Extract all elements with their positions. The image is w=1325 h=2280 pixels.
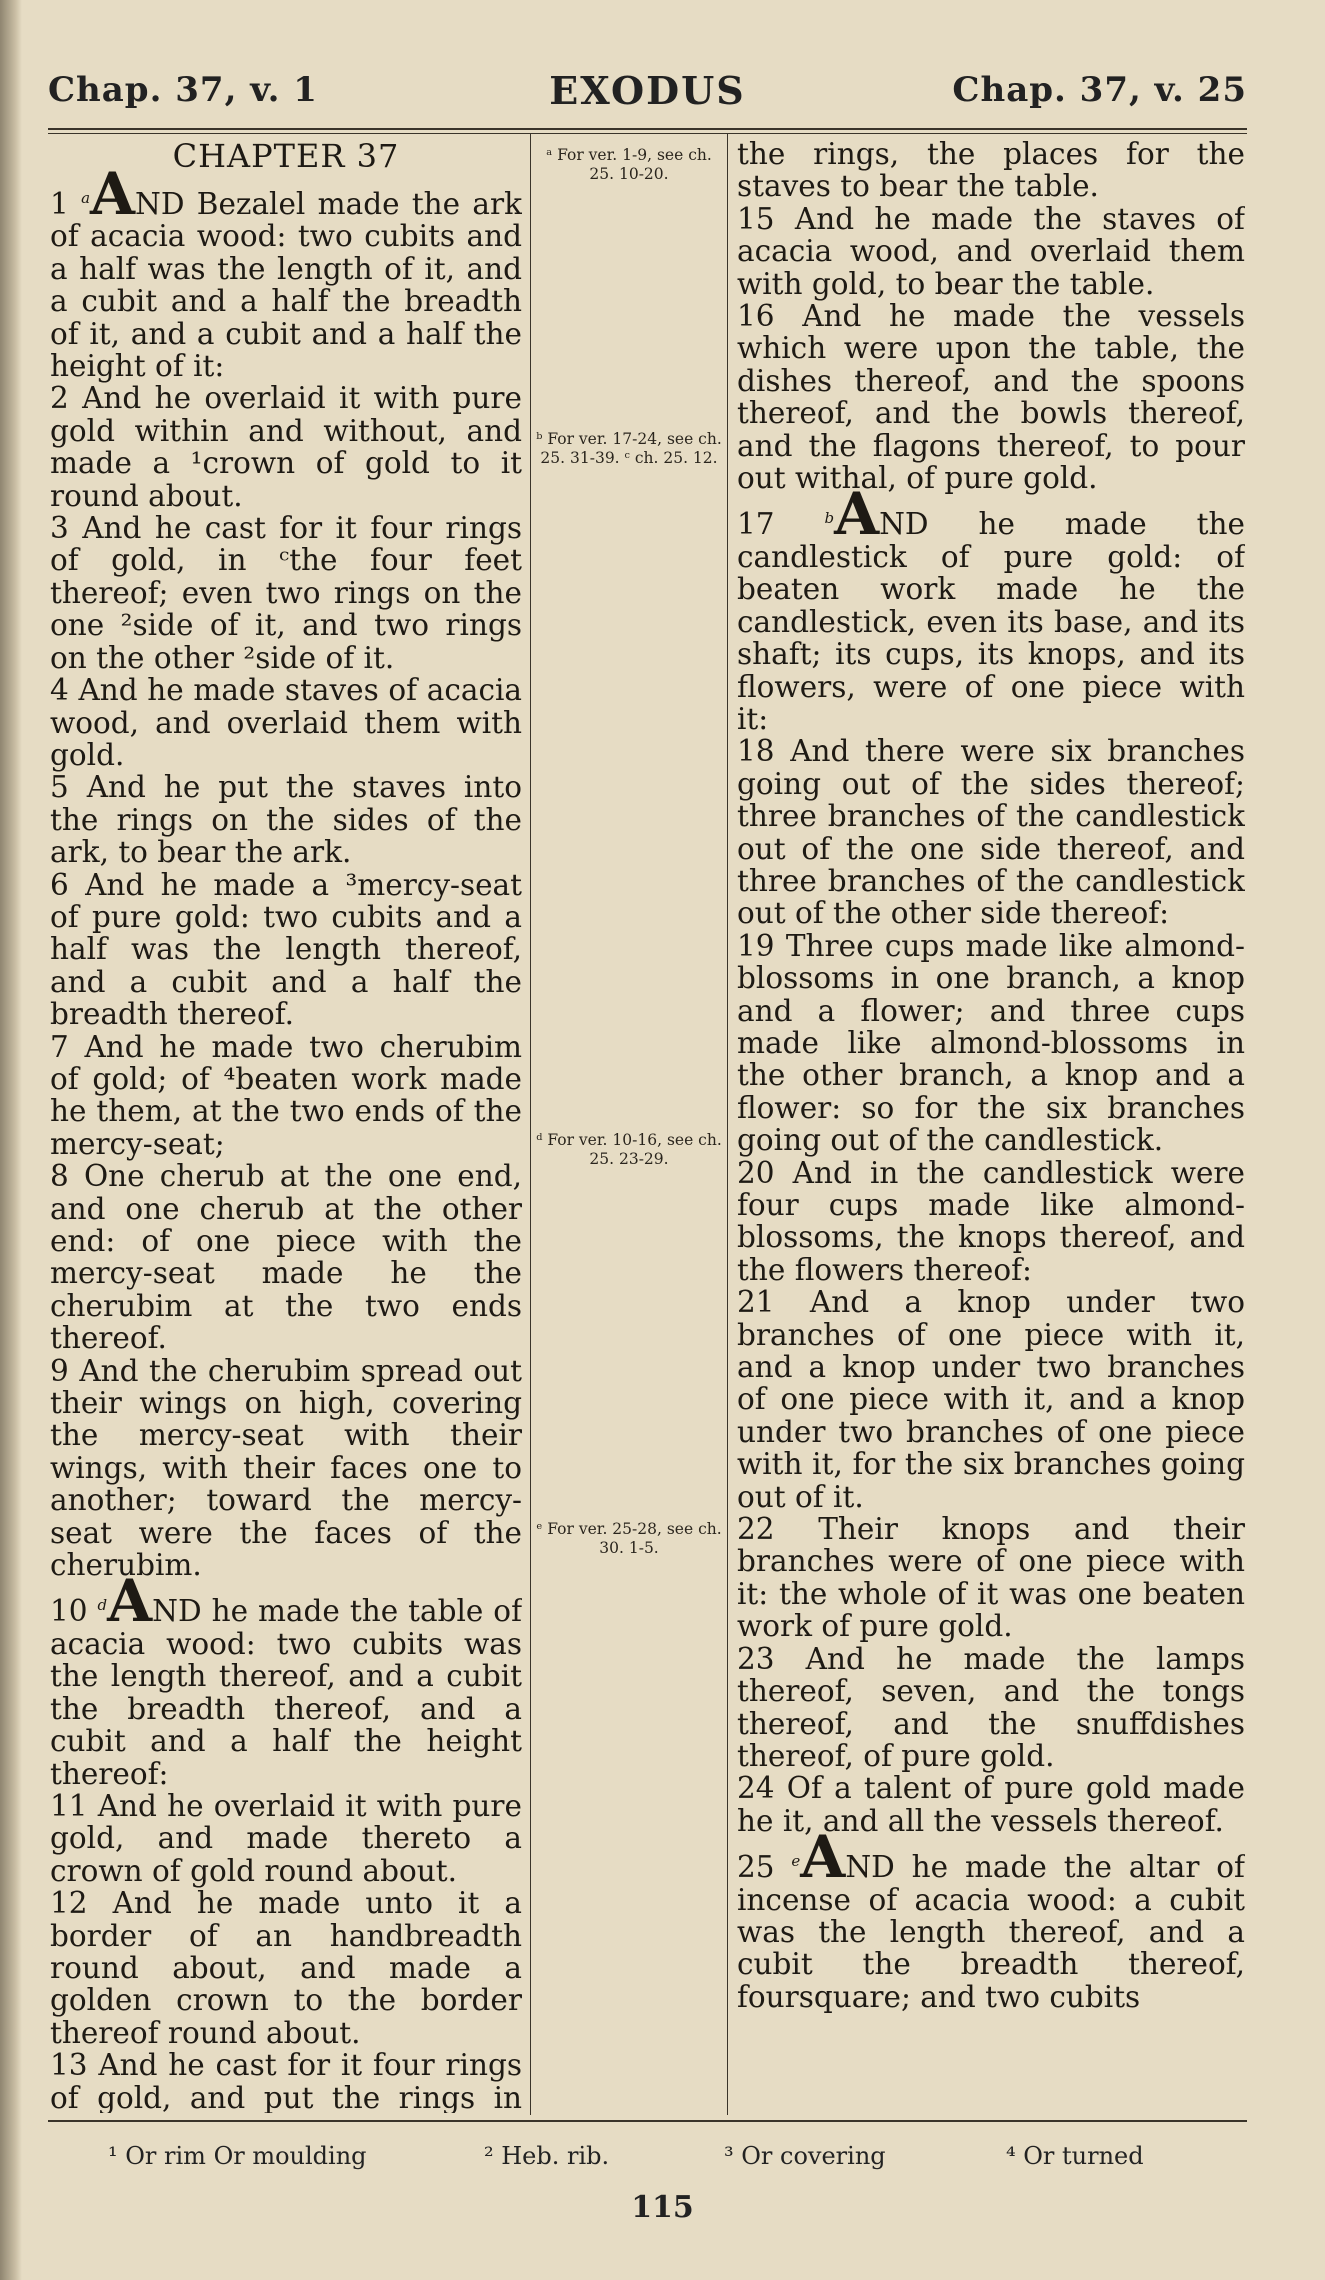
verse-text: And he made the staves of acacia wood, and overlaid them with gold, to bear the table.: [737, 201, 1245, 301]
verse-number: 19: [737, 928, 775, 963]
verse-number: 6: [50, 867, 69, 902]
verse-number: 1: [50, 187, 69, 221]
verse: [50, 674, 522, 771]
verse-text: And there were six branches going out of the sides thereof; three branches of the candlestick out of the one side thereof, and three branches of the candlestick out of the other side thereof:: [737, 734, 1245, 931]
header-right: Chap. 37, v. 25: [952, 70, 1247, 110]
verse: [737, 203, 1245, 300]
verse-text: ND he made the candlestick of pure gold: of beaten work made he the candlestick, even its base, and its shaft; its cups, its knops, and its flowers, were of one piece with it:: [737, 507, 1245, 736]
verse-text: And he made the lamps thereof, seven, and the tongs thereof, and the snuffdishes thereof, of pure gold.: [737, 1641, 1245, 1773]
verse: [737, 735, 1245, 929]
footnotes: [48, 2142, 1247, 2178]
header-rule: [48, 128, 1247, 130]
verse-number: 13: [50, 2048, 88, 2083]
verse-text: And he made staves of acacia wood, and overlaid them with gold.: [50, 673, 522, 772]
footnote: ² Heb. rib.: [484, 2142, 610, 2170]
column-divider-left: [530, 133, 531, 2115]
verse-text: And he cast for it four rings of gold, in ᶜthe four feet thereof; even two rings on the one ²side of it, and two rings on the other ²side of it.: [50, 511, 522, 675]
drop-cap: A: [834, 480, 880, 549]
verse-number: 16: [737, 299, 775, 334]
verse: [737, 1286, 1245, 1513]
verse: [737, 1823, 1245, 2014]
footnote: ⁴ Or turned: [1006, 2142, 1144, 2170]
verse-text: Their knops and their branches were of one piece with it: the whole of it was one beaten work of pure gold.: [737, 1512, 1245, 1644]
drop-cap: A: [800, 1823, 846, 1892]
verse-number: 4: [50, 673, 69, 708]
verse-number: 17: [737, 507, 775, 542]
verse: [50, 1887, 522, 2049]
verse-number: 21: [737, 1285, 775, 1320]
verse-text: Three cups made like almond-blossoms in one branch, a knop and a flower; and three cups made like almond-blossoms in the other branch, a knop and a flower: so for the six branches going out of the candlestick.: [737, 928, 1245, 1158]
footnote: ¹ Or rim Or moulding: [108, 2142, 367, 2170]
column-divider-right: [727, 133, 728, 2115]
cross-reference-mark: b: [824, 509, 835, 528]
page-number: 115: [631, 2190, 694, 2225]
verse-text: And the cherubim spread out their wings on high, covering the mercy-seat with their wings, with their faces one to another; toward the mercy-seat were the faces of the cherubim.: [50, 1353, 522, 1583]
verse-text: And he put the staves into the rings on the sides of the ark, to bear the ark.: [50, 770, 522, 870]
verse-number: 2: [50, 381, 69, 416]
header-book-title: EXODUS: [549, 68, 746, 113]
margin-note: ᵉ For ver. 25-28, see ch. 30. 1-5.: [536, 1520, 722, 1557]
verse-number: 22: [737, 1512, 775, 1547]
verse-text: One cherub at the one end, and one cherub at the other end: of one piece with the mercy-seat made he the cherubim at the two ends thereof.: [50, 1159, 522, 1356]
margin-note: ᵃ For ver. 1-9, see ch. 25. 10-20.: [546, 146, 712, 183]
verse-number: 11: [50, 1788, 88, 1823]
verse: [50, 771, 522, 868]
verse: [50, 160, 522, 384]
margin-note: ᵇ For ver. 17-24, see ch. 25. 31-39. ᶜ ch. 25. 12.: [536, 430, 722, 467]
verse-number: 15: [737, 201, 775, 236]
verse-number: 9: [50, 1353, 69, 1388]
text-column-right: [737, 138, 1245, 2113]
verse: [737, 1643, 1245, 1773]
verse-number: 8: [50, 1159, 69, 1194]
verse: [50, 869, 522, 1031]
verse: [50, 1031, 522, 1161]
verse-text: And he made unto it a border of an handbreadth round about, and made a golden crown to the border thereof round about.: [50, 1886, 522, 2050]
verse: [50, 382, 522, 512]
verse-number: 12: [50, 1886, 88, 1921]
verse-number: 5: [50, 770, 69, 805]
verse-text: And he made two cherubim of gold; of ⁴beaten work made he them, at the two ends of the mercy-seat;: [50, 1029, 522, 1161]
verse-number: 25: [737, 1850, 775, 1885]
verse-number: 3: [50, 511, 69, 546]
drop-cap: A: [107, 1567, 153, 1636]
margin-references: [536, 138, 722, 2113]
verse-text: ND he made the altar of incense of acacia wood: a cubit was the length thereof, and a cubit the breadth thereof, foursquare; and two cubits: [737, 1850, 1245, 2014]
verse-number: 23: [737, 1641, 775, 1676]
verse: [50, 1160, 522, 1354]
verse-text: ND he made the table of acacia wood: two cubits was the length thereof, and a cubit the breadth thereof, and a cubit and a half the height thereof:: [50, 1594, 522, 1791]
verse-text: ND Bezalel made the ark of acacia wood: two cubits and a half was the length of it, and a cubit and a half the breadth of it, and a cubit and a half the height of it:: [50, 187, 522, 384]
chapter-title: CHAPTER 37: [172, 138, 400, 175]
verse-text: And he overlaid it with pure gold within and without, and made a ¹crown of gold to it round about.: [50, 381, 522, 513]
book-spine-shadow: [0, 0, 22, 2280]
verse: [737, 480, 1245, 736]
running-header: [48, 64, 1247, 124]
cross-reference-mark: e: [791, 1852, 801, 1871]
verse-number: 7: [50, 1029, 69, 1064]
header-rule-thin: [48, 133, 1247, 134]
text-column-left: [50, 138, 522, 2113]
verse: [737, 1157, 1245, 1287]
verse-number: 20: [737, 1155, 775, 1190]
verse-text: And in the candlestick were four cups made like almond-blossoms, the knops thereof, and the flowers thereof:: [737, 1155, 1245, 1287]
verse: [737, 1513, 1245, 1643]
margin-note: ᵈ For ver. 10-16, see ch. 25. 23-29.: [536, 1131, 722, 1168]
verse: [737, 138, 1245, 203]
verse-text: And a knop under two branches of one piece with it, and a knop under two branches of one piece with it, and a knop under two branches of one piece with it, for the six branches going out of it.: [737, 1285, 1245, 1514]
verse-text: Of a talent of pure gold made he it, and all the vessels thereof.: [737, 1771, 1245, 1838]
verse-text: the rings, the places for the staves to bear the table.: [737, 138, 1245, 204]
cross-reference-mark: d: [97, 1596, 108, 1615]
verse: [50, 1567, 522, 1791]
header-left: Chap. 37, v. 1: [48, 70, 318, 110]
verse-number: 10: [50, 1594, 88, 1629]
verse-text: And he made the vessels which were upon the table, the dishes thereof, and the spoons thereof, and the bowls thereof, and the flagons thereof, to pour out withal, of pure gold.: [737, 299, 1245, 496]
verse-number: 18: [737, 734, 775, 769]
verse: [737, 300, 1245, 494]
verse: [737, 930, 1245, 1157]
verse: [50, 2049, 522, 2113]
verse-text: And he cast for it four rings of gold, and put the rings in: [50, 2048, 522, 2113]
verse: [50, 1355, 522, 1582]
cross-reference-mark: a: [81, 189, 91, 208]
verse: [50, 1790, 522, 1887]
verse-text: And he made a ³mercy-seat of pure gold: two cubits and a half was the length thereof, and a cubit and a half the breadth thereof.: [50, 867, 522, 1032]
footnote: ³ Or covering: [724, 2142, 886, 2170]
footnote-rule: [48, 2120, 1247, 2122]
verse-number: 24: [737, 1771, 775, 1806]
verse: [50, 512, 522, 674]
drop-cap: A: [90, 160, 136, 228]
verse-text: And he overlaid it with pure gold, and made thereto a crown of gold round about.: [50, 1788, 522, 1888]
